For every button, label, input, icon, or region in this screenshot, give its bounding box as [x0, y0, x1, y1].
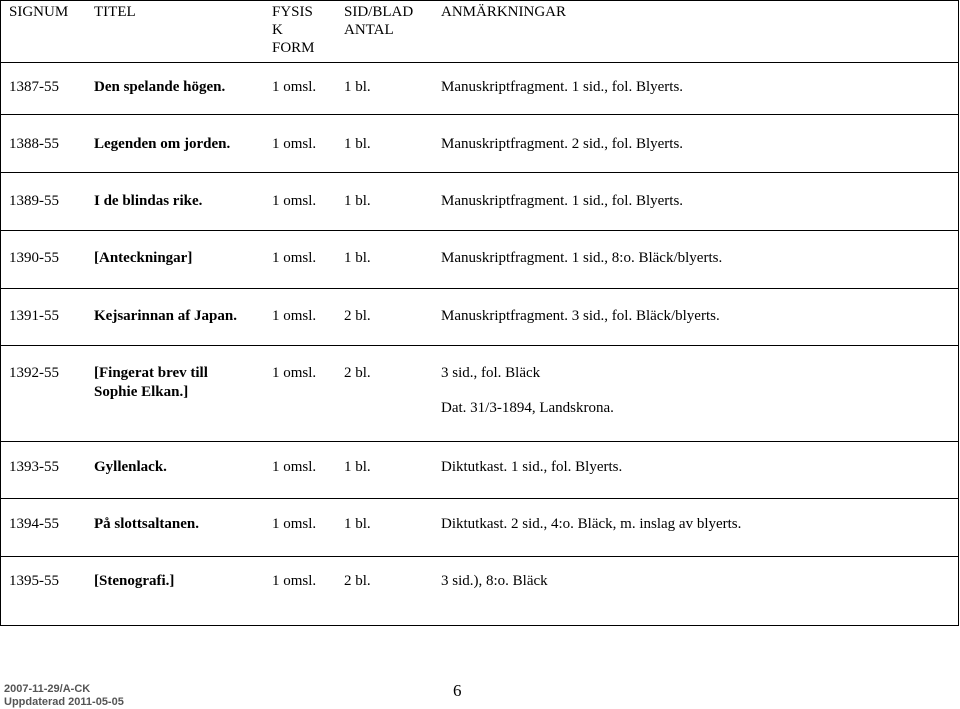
- row-titel: På slottsaltanen.: [94, 516, 199, 532]
- row-antal: 2 bl.: [344, 308, 371, 324]
- footer-date: 2007-11-29/A-CK: [4, 683, 91, 695]
- row-divider: [0, 345, 959, 346]
- row-note: Manuskriptfragment. 1 sid., fol. Blyerts.: [441, 79, 684, 95]
- table-border-top: [0, 0, 959, 1]
- header-titel: TITEL: [94, 4, 136, 20]
- header-fysisk-form-2: K: [272, 22, 283, 38]
- row-divider: [0, 230, 959, 231]
- header-fysisk-form-1: FYSIS: [272, 4, 313, 20]
- table-border-right: [958, 0, 959, 626]
- row-form: 1 omsl.: [272, 573, 317, 589]
- header-fysisk-form-3: FORM: [272, 40, 315, 56]
- row-antal: 1 bl.: [344, 250, 371, 266]
- row-divider: [0, 498, 959, 499]
- row-titel: I de blindas rike.: [94, 193, 203, 209]
- row-signum: 1388-55: [9, 136, 59, 152]
- row-divider: [0, 288, 959, 289]
- row-signum: 1390-55: [9, 250, 59, 266]
- table-border-bottom: [0, 625, 959, 626]
- header-sidblad-2: ANTAL: [344, 22, 394, 38]
- row-antal: 2 bl.: [344, 365, 371, 381]
- row-form: 1 omsl.: [272, 459, 317, 475]
- row-divider: [0, 114, 959, 115]
- row-signum: 1395-55: [9, 573, 59, 589]
- row-note-line2: Dat. 31/3-1894, Landskrona.: [441, 400, 614, 416]
- row-note: Diktutkast. 2 sid., 4:o. Bläck, m. inslag av blyerts.: [441, 516, 742, 532]
- row-antal: 2 bl.: [344, 573, 371, 589]
- row-form: 1 omsl.: [272, 308, 317, 324]
- row-titel: Kejsarinnan af Japan.: [94, 308, 237, 324]
- footer-updated: Uppdaterad 2011-05-05: [4, 696, 124, 708]
- row-note: Manuskriptfragment. 1 sid., 8:o. Bläck/blyerts.: [441, 250, 723, 266]
- header-anmarkningar: ANMÄRKNINGAR: [441, 4, 567, 20]
- row-form: 1 omsl.: [272, 250, 317, 266]
- row-form: 1 omsl.: [272, 516, 317, 532]
- row-divider: [0, 441, 959, 442]
- row-titel: Legenden om jorden.: [94, 136, 231, 152]
- row-titel: [Stenografi.]: [94, 573, 175, 589]
- row-signum: 1387-55: [9, 79, 59, 95]
- row-antal: 1 bl.: [344, 516, 371, 532]
- header-divider: [0, 62, 959, 63]
- row-antal: 1 bl.: [344, 79, 371, 95]
- row-signum: 1392-55: [9, 365, 59, 381]
- row-note: Diktutkast. 1 sid., fol. Blyerts.: [441, 459, 623, 475]
- row-titel: Gyllenlack.: [94, 459, 167, 475]
- row-note: 3 sid., fol. Bläck: [441, 365, 541, 381]
- row-note: Manuskriptfragment. 3 sid., fol. Bläck/blyerts.: [441, 308, 720, 324]
- row-antal: 1 bl.: [344, 193, 371, 209]
- row-signum: 1393-55: [9, 459, 59, 475]
- row-antal: 1 bl.: [344, 136, 371, 152]
- row-divider: [0, 172, 959, 173]
- row-form: 1 omsl.: [272, 79, 317, 95]
- row-form: 1 omsl.: [272, 365, 317, 381]
- row-antal: 1 bl.: [344, 459, 371, 475]
- row-titel: [Fingerat brev till: [94, 365, 208, 381]
- row-signum: 1389-55: [9, 193, 59, 209]
- row-titel-line2: Sophie Elkan.]: [94, 384, 189, 400]
- row-form: 1 omsl.: [272, 136, 317, 152]
- row-titel: Den spelande högen.: [94, 79, 226, 95]
- row-note: 3 sid.), 8:o. Bläck: [441, 573, 548, 589]
- row-signum: 1394-55: [9, 516, 59, 532]
- page-number: 6: [453, 681, 462, 700]
- header-sidblad-1: SID/BLAD: [344, 4, 414, 20]
- row-form: 1 omsl.: [272, 193, 317, 209]
- row-titel: [Anteckningar]: [94, 250, 193, 266]
- header-signum: SIGNUM: [9, 4, 69, 20]
- row-signum: 1391-55: [9, 308, 59, 324]
- table-border-left: [0, 0, 1, 626]
- row-note: Manuskriptfragment. 1 sid., fol. Blyerts.: [441, 193, 684, 209]
- row-divider: [0, 556, 959, 557]
- row-note: Manuskriptfragment. 2 sid., fol. Blyerts.: [441, 136, 684, 152]
